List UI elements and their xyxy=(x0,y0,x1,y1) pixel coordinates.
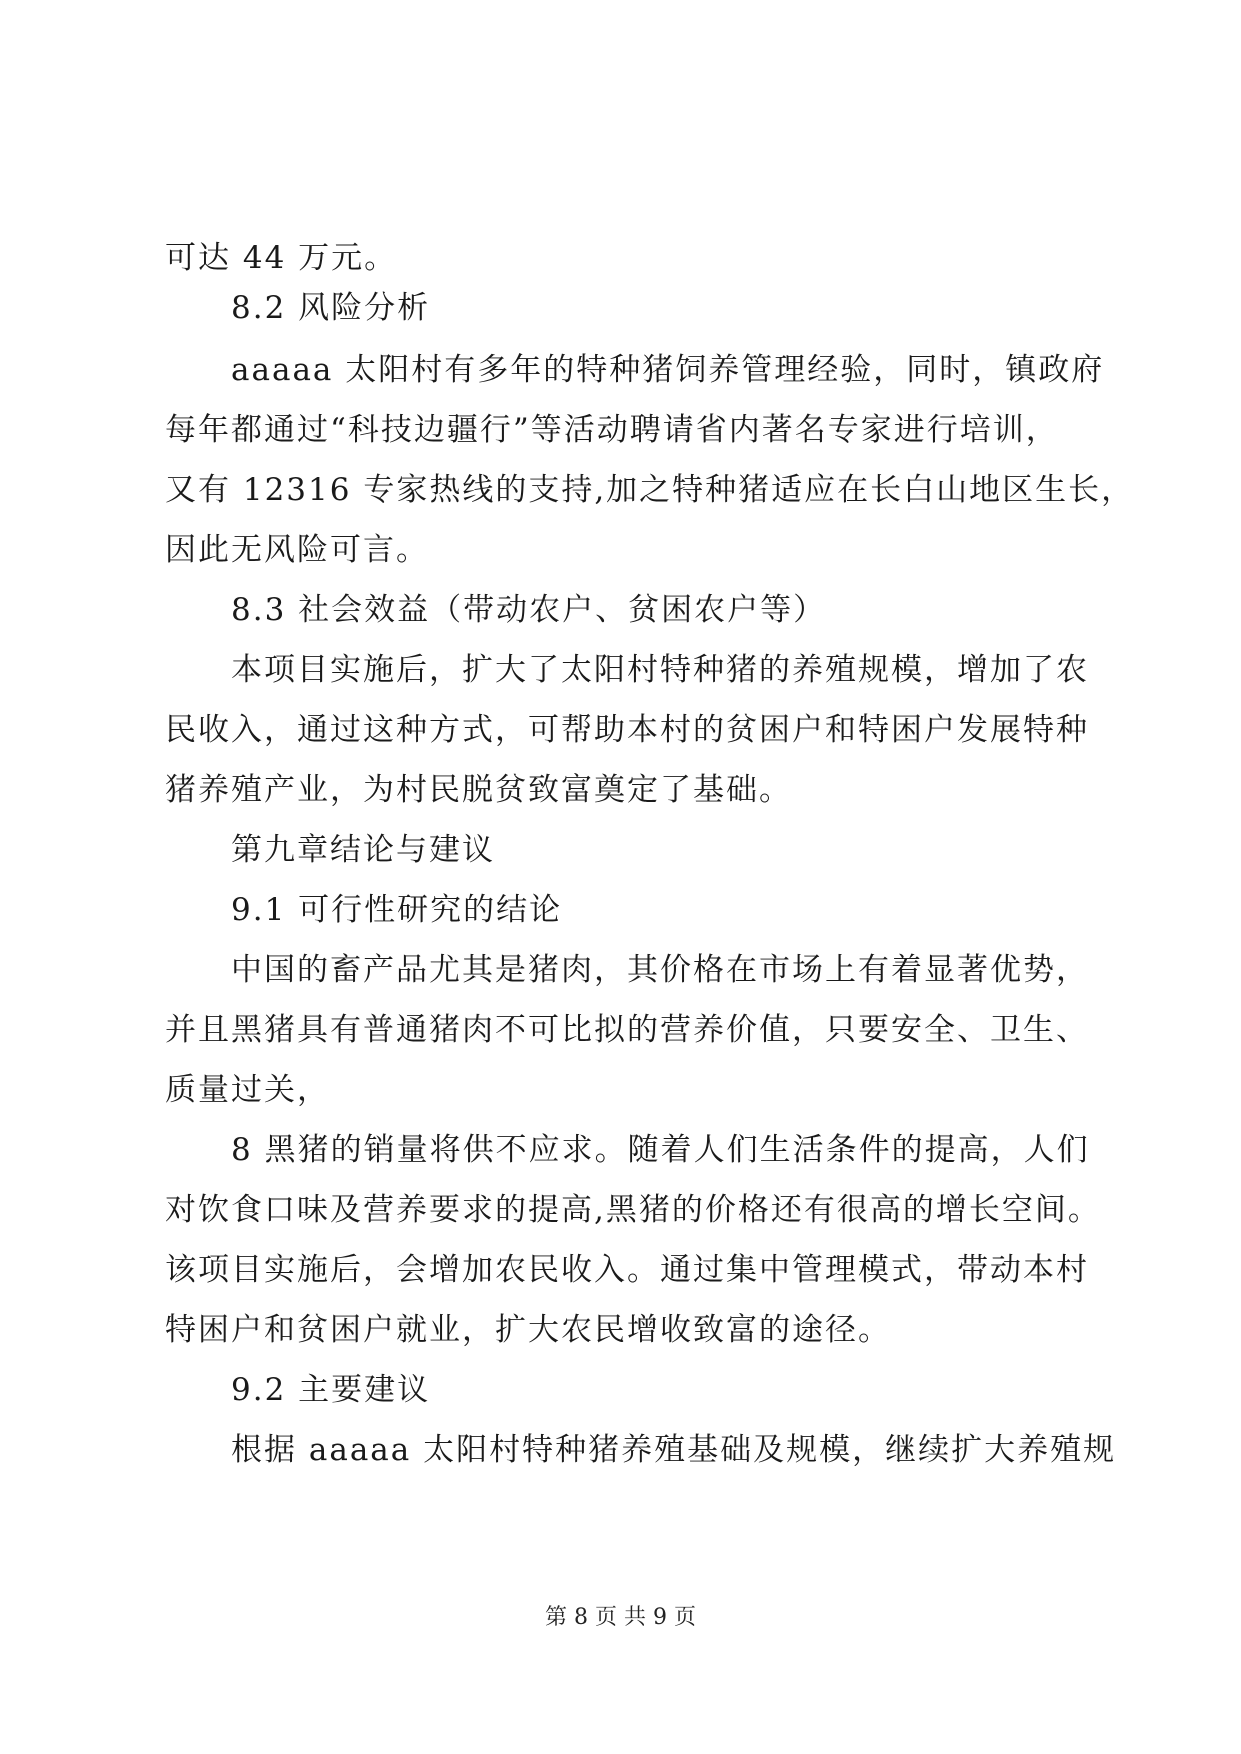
chapter-heading: 第九章结论与建议 xyxy=(231,832,495,868)
text-line: 本项目实施后，扩大了太阳村特种猪的养殖规模，增加了农 xyxy=(231,652,1089,688)
text-line: 根据 aaaaa 太阳村特种猪养殖基础及规模，继续扩大养殖规 xyxy=(231,1432,1117,1468)
text-line: 可达 44 万元。 xyxy=(165,240,398,276)
text-line: 猪养殖产业，为村民脱贫致富奠定了基础。 xyxy=(165,772,792,808)
section-heading: 9.1 可行性研究的结论 xyxy=(231,892,563,928)
text-line: 每年都通过“科技边疆行”等活动聘请省内著名专家进行培训， xyxy=(165,412,1059,448)
text-line: 8 黑猪的销量将供不应求。随着人们生活条件的提高，人们 xyxy=(231,1132,1090,1168)
text-line: 因此无风险可言。 xyxy=(165,532,429,568)
section-heading: 8.2 风险分析 xyxy=(231,290,431,326)
text-line: 质量过关， xyxy=(165,1072,330,1108)
text-line: 中国的畜产品尤其是猪肉，其价格在市场上有着显著优势， xyxy=(231,952,1089,988)
text-line: 又有 12316 专家热线的支持,加之特种猪适应在长白山地区生长， xyxy=(165,472,1135,508)
text-line: 对饮食口味及营养要求的提高,黑猪的价格还有很高的增长空间。 xyxy=(165,1192,1101,1228)
section-heading: 9.2 主要建议 xyxy=(231,1372,431,1408)
text-line: 特困户和贫困户就业，扩大农民增收致富的途径。 xyxy=(165,1312,891,1348)
text-line: aaaaa 太阳村有多年的特种猪饲养管理经验，同时，镇政府 xyxy=(231,352,1105,388)
text-line: 并且黑猪具有普通猪肉不可比拟的营养价值，只要安全、卫生、 xyxy=(165,1012,1089,1048)
text-line: 民收入，通过这种方式，可帮助本村的贫困户和特困户发展特种 xyxy=(165,712,1089,748)
text-line: 该项目实施后，会增加农民收入。通过集中管理模式，带动本村 xyxy=(165,1252,1089,1288)
section-heading: 8.3 社会效益（带动农户、贫困农户等） xyxy=(231,592,827,628)
page-number-footer: 第 8 页 共 9 页 xyxy=(545,1605,696,1630)
